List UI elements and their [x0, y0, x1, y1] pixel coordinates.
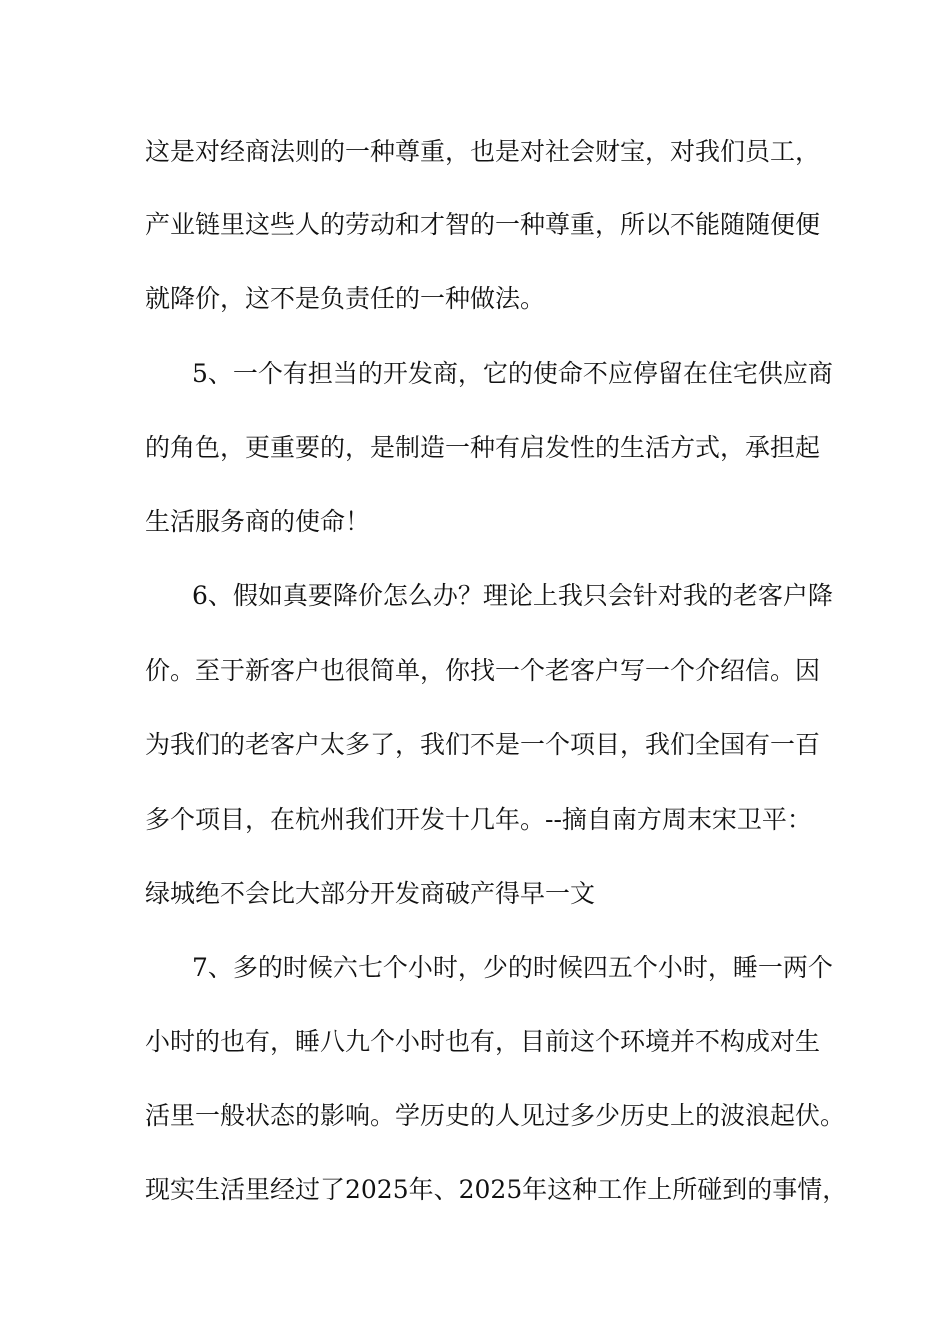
paragraph-line: 生活服务商的使命！ — [145, 507, 371, 536]
paragraph-line: 价。至于新客户也很简单，你找一个老客户写一个介绍信。因 — [145, 656, 821, 685]
paragraph-line: 现实生活里经过了2025年、2025年这种工作上所碰到的事情， — [145, 1175, 848, 1204]
paragraph-line: 这是对经商法则的一种尊重，也是对社会财宝，对我们员工， — [145, 137, 821, 166]
paragraph-line: 产业链里这些人的劳动和才智的一种尊重，所以不能随随便便 — [145, 210, 821, 239]
paragraph-7-line: 7、多的时候六七个小时，少的时候四五个小时，睡一两个 — [192, 953, 833, 982]
paragraph-line: 活里一般状态的影响。学历史的人见过多少历史上的波浪起伏。 — [145, 1101, 846, 1130]
paragraph-line: 为我们的老客户太多了，我们不是一个项目，我们全国有一百 — [145, 730, 821, 759]
paragraph-line: 的角色，更重要的，是制造一种有启发性的生活方式，承担起 — [145, 433, 821, 462]
paragraph-6-line: 6、假如真要降价怎么办？理论上我只会针对我的老客户降 — [192, 581, 833, 610]
paragraph-5-line: 5、一个有担当的开发商，它的使命不应停留在住宅供应商 — [192, 359, 833, 388]
paragraph-line: 多个项目，在杭州我们开发十几年。--摘自南方周末宋卫平： — [145, 805, 812, 834]
paragraph-line: 就降价，这不是负责任的一种做法。 — [145, 284, 546, 313]
paragraph-line: 小时的也有，睡八九个小时也有，目前这个环境并不构成对生 — [145, 1027, 821, 1056]
paragraph-line: 绿城绝不会比大部分开发商破产得早一文 — [145, 879, 596, 908]
